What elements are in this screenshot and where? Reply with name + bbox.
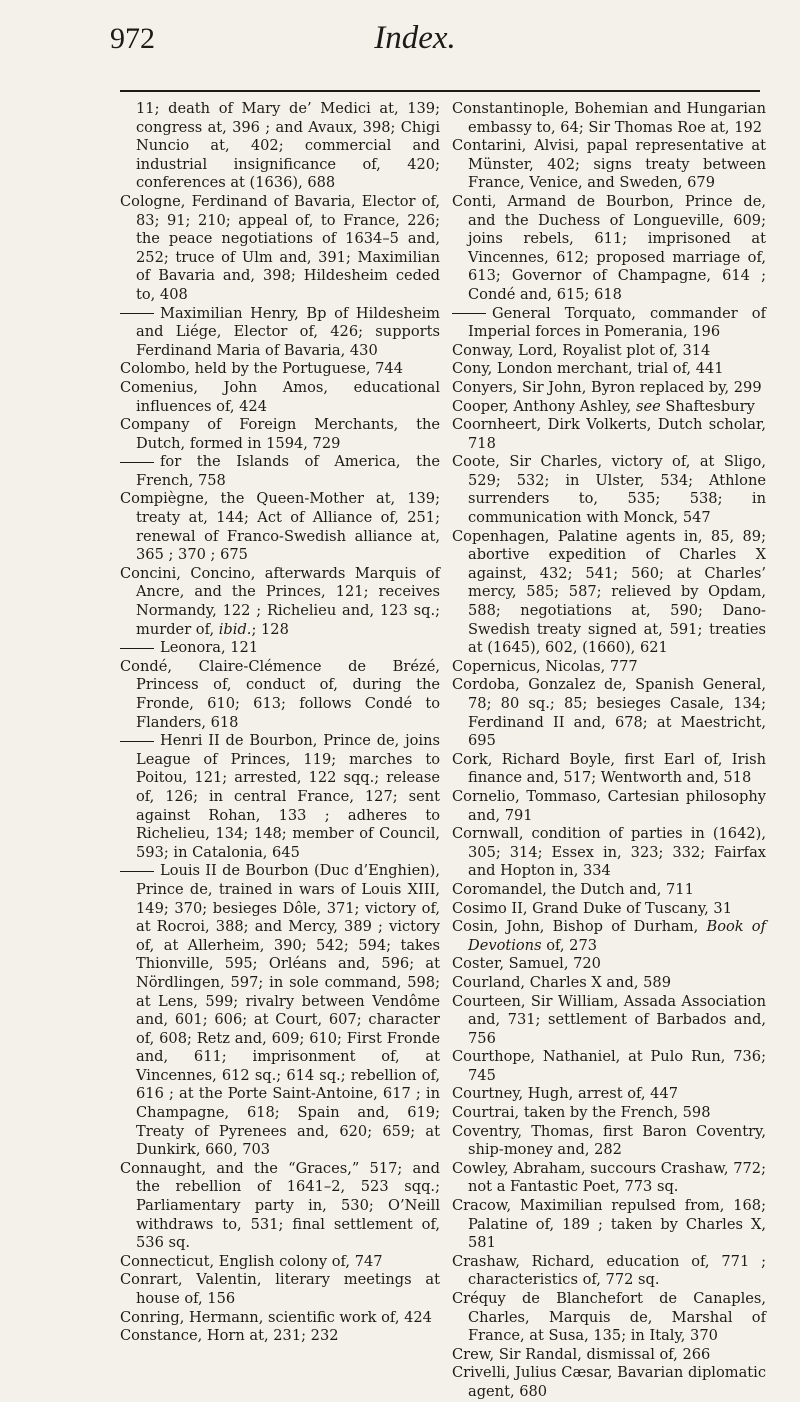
index-entry	[120, 416, 440, 453]
index-entry	[452, 100, 766, 137]
index-entry	[452, 453, 766, 527]
index-entry	[120, 1309, 440, 1328]
index-entry	[452, 993, 766, 1049]
entry-text: Crivelli, Julius Cæsar, Bavarian diplomatic agent, 680	[452, 1364, 766, 1400]
index-subentry	[120, 862, 440, 1160]
index-entry	[452, 528, 766, 658]
index-entry	[120, 1271, 440, 1308]
entry-text: Cornelio, Tommaso, Cartesian philosophy and, 791	[452, 787, 766, 824]
entry-text: Compiègne, the Queen-Mother at, 139; treaty at, 144; Act of Alliance of, 251; renewal of Franco-Swedish alliance at, 365 ; 370 ; 675	[120, 490, 440, 564]
ditto-dash	[452, 313, 486, 314]
right-column	[452, 100, 766, 1402]
ditto-dash	[120, 871, 154, 872]
entry-text: Coornheert, Dirk Volkerts, Dutch scholar, 718	[452, 416, 766, 452]
entry-text: Coventry, Thomas, first Baron Coventry, ship-money and, 282	[452, 1122, 766, 1159]
index-entry	[452, 1290, 766, 1346]
entry-text: Cosin, John, Bishop of Durham,	[452, 918, 707, 936]
entry-text: Conyers, Sir John, Byron replaced by, 299	[452, 378, 762, 396]
entry-text: Cracow, Maximilian repulsed from, 168; Palatine of, 189 ; taken by Charles X, 581	[452, 1197, 766, 1252]
index-entry	[120, 379, 440, 416]
entry-text: Connaught, and the “Graces,” 517; and the rebellion of 1641–2, 523 sqq.; Parliamentary party in, 530; O’Neill withdraws to, 531; final settlement of, 536 sq.	[120, 1159, 440, 1252]
entry-text: Cornwall, condition of parties in (1642), 305; 314; Essex in, 323; 332; Fairfax and Hopton in, 334	[452, 825, 766, 880]
index-entry	[452, 974, 766, 993]
entry-text: Cooper, Anthony Ashley,	[452, 397, 636, 415]
index-entry	[452, 1104, 766, 1123]
entry-text: Concini, Concino, afterwards Marquis of Ancre, and the Princes, 121; receives Normandy, 122 ; Richelieu and, 123 sq.; murder of,	[120, 564, 440, 638]
entry-text: Henri II de Bourbon, Prince de, joins League of Princes, 119; marches to Poitou, 121; arrested, 122 sqq.; release of, 126; in central France, 127; sent against Rohan, 133 ; adheres to Richelieu, 134; 148; member of Council, 593; in Catalonia, 645	[136, 732, 440, 861]
index-entry	[120, 1160, 440, 1253]
entry-text: General Torquato, commander of Imperial forces in Pomerania, 196	[468, 304, 766, 341]
index-subentry	[120, 305, 440, 361]
index-entry	[120, 490, 440, 564]
index-entry	[452, 1346, 766, 1365]
entry-text: Courtney, Hugh, arrest of, 447	[452, 1085, 679, 1103]
entry-text: Crashaw, Richard, education of, 771 ; characteristics of, 772 sq.	[452, 1252, 766, 1289]
index-entry	[120, 360, 440, 379]
entry-text: Copenhagen, Palatine agents in, 85, 89; abortive expedition of Charles X against, 432; 541; 560; at Charles’ mercy, 585; 587; relieved by Opdam, 588; negotiations at, 590; Dano-Swedish treaty signed at, 591; treaties at (1645), 602, (1660), 621	[452, 527, 766, 657]
entry-text: 11; death of Mary de’ Medici at, 139; congress at, 396 ; and Avaux, 398; Chigi Nuncio at, 402; commercial and industrial insignificance of, 420; conferences at (1636), 688	[136, 100, 440, 192]
index-entry	[452, 398, 766, 417]
index-subentry	[452, 305, 766, 342]
entry-text: Cologne, Ferdinand of Bavaria, Elector of, 83; 91; 210; appeal of, to France, 226; the peace negotiations of 1634–5 and, 252; truce of Ulm and, 391; Maximilian of Bavaria and, 398; Hildesheim ceded to, 408	[120, 192, 440, 303]
index-entry	[452, 1160, 766, 1197]
ditto-dash	[120, 462, 154, 463]
entry-text: Company of Foreign Merchants, the Dutch, formed in 1594, 729	[120, 416, 440, 452]
left-column	[120, 100, 440, 1346]
index-entry	[120, 193, 440, 305]
index-entry	[452, 676, 766, 750]
entry-text: Maximilian Henry, Bp of Hildesheim and Liége, Elector of, 426; supports Ferdinand Maria of Bavaria, 430	[136, 304, 440, 359]
index-entry	[452, 1197, 766, 1253]
running-title: Index.	[374, 20, 456, 56]
entry-text: Louis II de Bourbon (Duc d’Enghien), Prince de, trained in wars of Louis XIII, 149; 370; besieges Dôle, 371; victory of, at Rocroi, 388; and Mercy, 389 ; victory of, at Allerheim, 390; 542; 594; takes Thionville, 595; Orléans and, 596; at Nördlingen, 597; in sole command, 598; at Lens, 599; rivalry between Vendôme and, 601; 606; at Court, 607; character of, 608; Retz and, 609; 610; First Fronde and, 611; imprisonment of, at Vincennes, 612 sq.; 614 sq.; rebellion of, 616 ; at the Porte Saint-Antoine, 617 ; in Champagne, 618; Spain and, 619; Treaty of Pyrenees and, 620; 659; at Dunkirk, 660, 703	[136, 862, 440, 1159]
index-entry	[120, 1253, 440, 1272]
entry-text: Contarini, Alvisi, papal representative at Münster, 402; signs treaty between France, Venice, and Sweden, 679	[452, 137, 766, 192]
index-entry	[452, 1364, 766, 1401]
entry-text: Coote, Sir Charles, victory of, at Sligo, 529; 532; in Ulster, 534; Athlone surrenders to, 535; 538; in communication with Monck, 547	[452, 453, 766, 527]
entry-text: Créquy de Blanchefort de Canaples, Charles, Marquis de, Marshal of France, at Susa, 135; in Italy, 370	[452, 1290, 766, 1345]
entry-text: Leonora, 121	[160, 639, 259, 657]
entry-italic-text: ibid.	[218, 620, 252, 638]
ditto-dash	[120, 741, 154, 742]
index-entry	[452, 881, 766, 900]
index-entry	[452, 193, 766, 305]
index-entry	[452, 751, 766, 788]
index-entry	[452, 900, 766, 919]
index-entry	[452, 918, 766, 955]
entry-text: Connecticut, English colony of, 747	[120, 1252, 383, 1270]
index-entry	[452, 955, 766, 974]
entry-text: Cordoba, Gonzalez de, Spanish General, 78; 80 sq.; 85; besieges Casale, 134; Ferdinand II and, 678; at Maestricht, 695	[452, 676, 766, 750]
index-entry	[452, 1123, 766, 1160]
ditto-dash	[120, 313, 154, 314]
entry-text-after: ; 128	[251, 620, 289, 638]
ditto-dash	[120, 648, 154, 649]
entry-text-after: Shaftesbury	[660, 397, 755, 415]
page-header	[110, 18, 720, 58]
entry-text: Constance, Horn at, 231; 232	[120, 1327, 339, 1345]
index-entry	[452, 1085, 766, 1104]
index-entry	[452, 825, 766, 881]
entry-text: Cony, London merchant, trial of, 441	[452, 360, 724, 378]
entry-text: Colombo, held by the Portuguese, 744	[120, 360, 403, 378]
entry-text: Copernicus, Nicolas, 777	[452, 657, 638, 675]
entry-text: Courteen, Sir William, Assada Association and, 731; settlement of Barbados and, 756	[452, 992, 766, 1047]
entry-text: Coromandel, the Dutch and, 711	[452, 880, 694, 898]
entry-italic-text: see	[635, 397, 661, 415]
index-entry	[120, 565, 440, 639]
entry-text: Crew, Sir Randal, dismissal of, 266	[452, 1345, 711, 1363]
entry-text: Condé, Claire-Clémence de Brézé, Princess of, conduct of, during the Fronde, 610; 613; follows Condé to Flanders, 618	[120, 657, 440, 731]
entry-text: Conrart, Valentin, literary meetings at house of, 156	[120, 1271, 440, 1307]
index-entry	[120, 100, 440, 193]
entry-text-after: of, 273	[541, 936, 598, 954]
index-entry	[452, 379, 766, 398]
entry-italic-text: Book of Devotions	[468, 918, 766, 954]
entry-text: Comenius, John Amos, educational influences of, 424	[120, 378, 440, 415]
index-subentry	[120, 639, 440, 658]
entry-text: Courtrai, taken by the French, 598	[452, 1104, 711, 1122]
entry-text: Coster, Samuel, 720	[452, 955, 601, 973]
index-entry	[452, 658, 766, 677]
entry-text: Cork, Richard Boyle, first Earl of, Irish finance and, 517; Wentworth and, 518	[452, 750, 766, 787]
index-entry	[452, 788, 766, 825]
entry-text: Courland, Charles X and, 589	[452, 973, 671, 991]
index-entry	[452, 137, 766, 193]
entry-text: Conti, Armand de Bourbon, Prince de, and the Duchess of Longueville, 609; joins rebels, 611; imprisoned at Vincennes, 612; proposed marriage of, 613; Governor of Champagne, 614 ; Condé and, 615; 618	[452, 192, 766, 303]
entry-text: Cosimo II, Grand Duke of Tuscany, 31	[452, 899, 732, 917]
header-rule	[120, 90, 760, 92]
entry-text: Conway, Lord, Royalist plot of, 314	[452, 341, 711, 359]
entry-text: Courthope, Nathaniel, at Pulo Run, 736; 745	[452, 1048, 766, 1084]
index-subentry	[120, 453, 440, 490]
entry-text: Constantinople, Bohemian and Hungarian embassy to, 64; Sir Thomas Roe at, 192	[452, 100, 766, 136]
entry-text: for the Islands of America, the French, 758	[136, 453, 440, 489]
index-entry	[452, 342, 766, 361]
index-subentry	[120, 732, 440, 862]
entry-text: Cowley, Abraham, succours Crashaw, 772; not a Fantastic Poet, 773 sq.	[452, 1159, 766, 1196]
page-number: 972	[110, 22, 155, 55]
index-entry	[452, 1048, 766, 1085]
entry-text: Conring, Hermann, scientific work of, 424	[120, 1308, 432, 1326]
index-entry	[120, 1327, 440, 1346]
index-entry	[452, 1253, 766, 1290]
index-entry	[452, 416, 766, 453]
index-entry	[120, 658, 440, 732]
index-entry	[452, 360, 766, 379]
